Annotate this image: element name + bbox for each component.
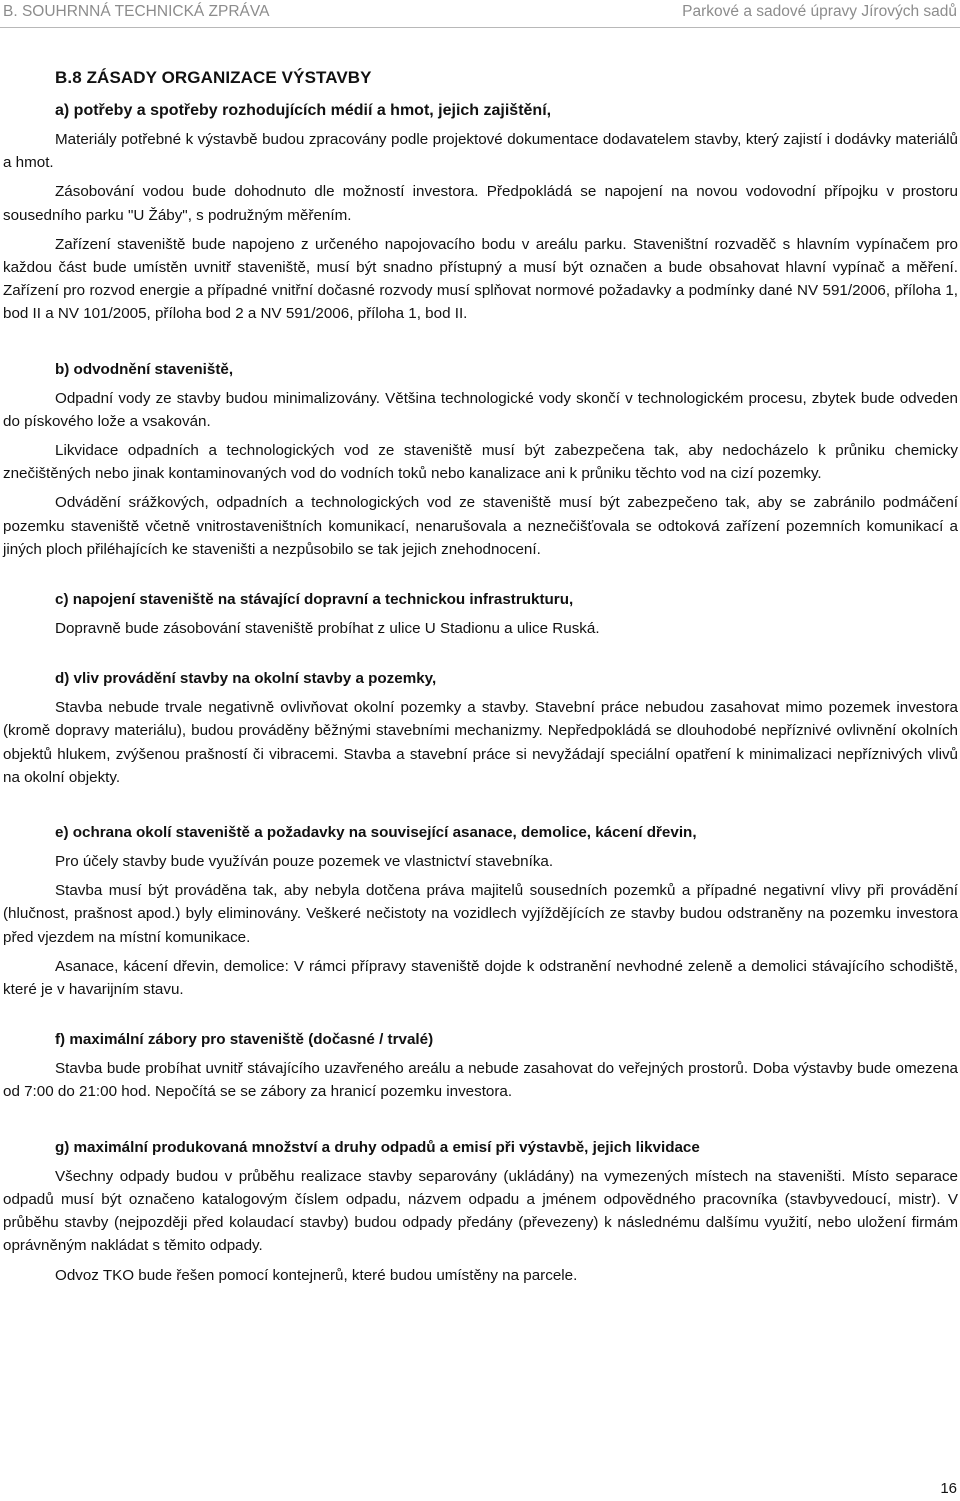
heading-e: e) ochrana okolí staveniště a požadavky na související asanace, demolice, kácení dřevin,: [55, 824, 697, 842]
paragraph-a2: Zásobování vodou bude dohodnuto dle možností investora. Předpokládá se napojení na novou vodovodní přípojku v prostoru sousedního parku "U Žáby", s podružným měřením.: [3, 183, 958, 224]
paragraph-g2: Odvoz TKO bude řešen pomocí kontejnerů, které budou umístěny na parcele.: [55, 1266, 578, 1284]
heading-f: f) maximální zábory pro staveniště (dočasné / trvalé): [55, 1031, 434, 1049]
header-right-text: Parkové a sadové úpravy Jírových sadů: [682, 3, 957, 20]
page-header: [0, 0, 960, 30]
paragraph-f1: Stavba bude probíhat uvnitř stávajícího uzavřeného areálu a nebude zasahovat do veřejných prostorů. Doba výstavby bude omezena od 7:00 do 21:00 hod. Nepočítá se se zábory za hranicí pozemku investora.: [3, 1060, 958, 1101]
heading-c: c) napojení staveniště na stávající dopravní a technickou infrastrukturu,: [55, 591, 574, 609]
paragraph-e2: Stavba musí být prováděna tak, aby nebyla dotčena práva majitelů sousedních pozemků a případné negativní vlivy při provádění (hlučnost, prašnost apod.) byly eliminovány. Veškeré nečistoty na vozidlech vyjíždějících ze stavby budou odstraněny na pozemku investora před vjezdem na místní komunikace.: [3, 882, 958, 946]
paragraph-a3: Zařízení staveniště bude napojeno z určeného napojovacího bodu v areálu parku. Staveništní rozvaděč s hlavním vypínačem pro každou část bude umístěn uvnitř staveniště, musí být snadno přístupný a musí být označen a bude obsahovat hlavní vypínač a měření. Zařízení pro rozvod energie a případné vnitřní dočasné rozvody musí splňovat normové požadavky a podmínky dané NV 591/2006, příloha 1, bod II a NV 101/2005, příloha bod 2 a NV 591/2006, příloha 1, bod II.: [3, 235, 958, 323]
paragraph-e1: Pro účely stavby bude využíván pouze pozemek ve vlastnictví stavebníka.: [55, 853, 554, 871]
paragraph-d1: Stavba nebude trvale negativně ovlivňovat okolní pozemky a stavby. Stavební práce nebudou zasahovat mimo pozemek investora (kromě dopravy materiálu), budou prováděny běžnými stavebními mechanizmy. Nepředpokládá se dlouhodobé nepříznivé ovlivnění okolních objektů hlukem, zvýšenou prašností či vibracemi. Stavba a stavební práce si nevyžádají speciální opatření k minimalizaci nepříznivých vlivů na okolní objekty.: [3, 699, 958, 786]
paragraph-b2: Likvidace odpadních a technologických vod ze staveniště musí být zabezpečena tak, aby nedocházelo k průniku chemicky znečištěných nebo jinak kontaminovaných vod do vodních toků nebo kanalizace ani k průniku těchto vod na cizí pozemky.: [3, 442, 958, 483]
heading-d: d) vliv provádění stavby na okolní stavby a pozemky,: [55, 670, 437, 688]
paragraph-e3: Asanace, kácení dřevin, demolice: V rámci přípravy staveniště dojde k odstranění nevhodné zeleně a demolici stávajícího schodiště, které je v havarijním stavu.: [3, 957, 958, 999]
heading-b: b) odvodnění staveniště,: [55, 360, 234, 378]
document-body: [3, 66, 958, 1293]
paragraph-g1: Všechny odpady budou v průběhu realizace stavby separovány (ukládány) na vymezených místech na staveništi. Místo separace odpadů musí být označeno katalogovým číslem odpadu, názvem odpadu a jménem odpovědného pracovníka (stavbyvedoucí, mistr). V průběhu stavby (nejpozději před kolaudací stavby) budou odpady předány (převezeny) k následnému dalšímu využití, nebo uložení firmám oprávněným nakládat s těmito odpady.: [3, 1167, 958, 1255]
paragraph-b3: Odvádění srážkových, odpadních a technologických vod ze staveniště musí být zabezpečeno tak, aby se zabránilo podmáčení pozemku staveniště včetně vnitrostaveništních komunikací, nenarušovala a neznečišťovala se odtoková zařízení pozemních komunikací a jiných ploch přiléhajících ke staveništi a nezpůsobilo se tak jejich znehodnocení.: [3, 494, 958, 558]
paragraph-b1: Odpadní vody ze stavby budou minimalizovány. Většina technologické vody skončí v technologickém procesu, zbytek bude odveden do pískového lože a vsakován.: [3, 389, 958, 430]
header-rule: [0, 27, 960, 28]
section-title: B.8 ZÁSADY ORGANIZACE VÝSTAVBY: [55, 68, 372, 87]
page-number: 16: [940, 1480, 957, 1497]
heading-a: a) potřeby a spotřeby rozhodujících médií a hmot, jejich zajištění,: [55, 102, 552, 119]
paragraph-a1: Materiály potřebné k výstavbě budou zpracovány podle projektové dokumentace dodavatelem stavby, který zajistí i dodávky materiálů a hmot.: [3, 131, 958, 172]
header-left-text: B. SOUHRNNÁ TECHNICKÁ ZPRÁVA: [3, 3, 270, 20]
paragraph-c1: Dopravně bude zásobování staveniště probíhat z ulice U Stadionu a ulice Ruská.: [55, 620, 600, 638]
heading-g: g) maximální produkovaná množství a druhy odpadů a emisí při výstavbě, jejich likvidace: [55, 1138, 700, 1156]
